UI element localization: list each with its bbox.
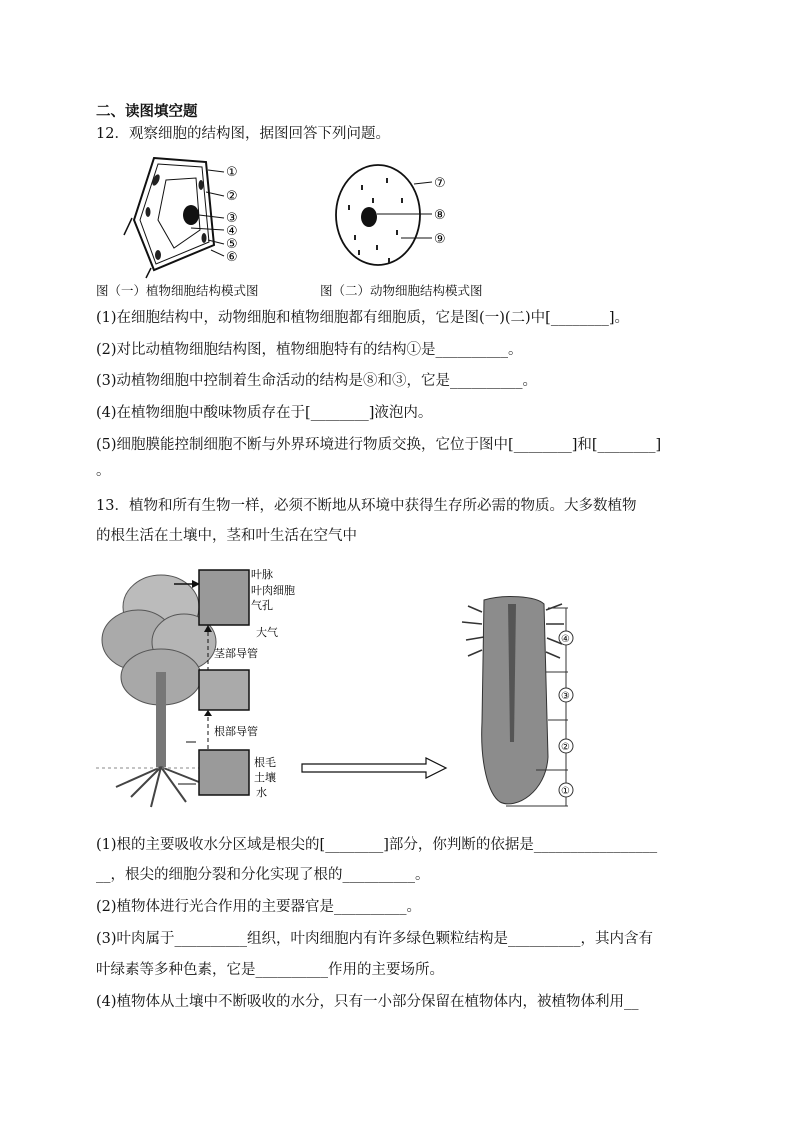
label-7: ⑦ xyxy=(434,176,446,191)
label-3: ③ xyxy=(226,211,238,226)
cell-structure-figure xyxy=(96,150,476,280)
label-root-vessel: 根部导管 xyxy=(214,725,258,738)
label-atmosphere: 大气 xyxy=(256,626,278,639)
plant-water-figure xyxy=(96,552,616,822)
label-leaf-vein: 叶脉 xyxy=(251,568,273,581)
stem-vessel-box xyxy=(199,670,249,710)
caption-plant-cell: 图（一）植物细胞结构模式图 xyxy=(96,283,259,298)
label-stomata: 气孔 xyxy=(251,599,273,612)
label-root-zone-1: ① xyxy=(561,786,570,797)
label-2: ② xyxy=(226,189,238,204)
q13-item-3-cont: 叶绿素等多种色素，它是__________作用的主要场所。 xyxy=(96,962,444,978)
q12-item-1: (1)在细胞结构中，动物细胞和植物细胞都有细胞质，它是图(一)(二)中[________]。 xyxy=(96,310,629,326)
q12-item-4: (4)在植物细胞中酸味物质存在于[________]液泡内。 xyxy=(96,405,433,421)
q12-stem: 12．观察细胞的结构图，据图回答下列问题。 xyxy=(96,126,390,142)
label-stem-vessel: 茎部导管 xyxy=(214,647,258,660)
q12-item-5: (5)细胞膜能控制细胞不断与外界环境进行物质交换，它位于图中[________]和[________] xyxy=(96,437,662,453)
q13-item-1: (1)根的主要吸收水分区域是根尖的[________]部分，你判断的依据是_________________ xyxy=(96,837,658,853)
label-6: ⑥ xyxy=(226,250,238,265)
plant-cell-diagram xyxy=(124,158,238,278)
label-soil: 土壤 xyxy=(254,771,276,784)
label-8: ⑧ xyxy=(434,208,446,223)
label-root-zone-4: ④ xyxy=(561,634,570,645)
q12-item-2: (2)对比动植物细胞结构图，植物细胞特有的结构①是__________。 xyxy=(96,342,523,358)
q13-stem-1: 13．植物和所有生物一样，必须不断地从环境中获得生存所必需的物质。大多数植物 xyxy=(96,498,637,514)
label-root-zone-2: ② xyxy=(561,742,570,753)
root-tip-illustration xyxy=(462,597,573,806)
animal-cell-diagram xyxy=(336,165,446,265)
label-9: ⑨ xyxy=(434,232,446,247)
q13-item-2: (2)植物体进行光合作用的主要器官是__________。 xyxy=(96,899,422,915)
label-mesophyll: 叶肉细胞 xyxy=(251,584,295,597)
root-hair-box xyxy=(199,750,249,795)
section-title: 二、读图填空题 xyxy=(96,104,198,120)
label-water: 水 xyxy=(256,786,267,799)
arrow-to-root-tip xyxy=(302,758,446,778)
label-4: ④ xyxy=(226,224,238,239)
label-root-hair: 根毛 xyxy=(254,756,276,769)
q12-item-3: (3)动植物细胞中控制着生命活动的结构是⑧和③，它是__________。 xyxy=(96,373,538,389)
q12-item-5-end: 。 xyxy=(96,463,111,479)
q13-item-3: (3)叶肉属于__________组织，叶肉细胞内有许多绿色颗粒结构是__________，其内含有 xyxy=(96,931,654,947)
label-1: ① xyxy=(226,165,238,180)
label-5: ⑤ xyxy=(226,237,238,252)
q13-item-1-cont: __，根尖的细胞分裂和分化实现了根的__________。 xyxy=(96,867,430,883)
caption-animal-cell: 图（二）动物细胞结构模式图 xyxy=(320,283,483,298)
leaf-tissue-box xyxy=(199,570,249,625)
q13-stem-2: 的根生活在土壤中，茎和叶生活在空气中 xyxy=(96,528,357,544)
label-root-zone-3: ③ xyxy=(561,691,570,702)
q13-item-4: (4)植物体从土壤中不断吸收的水分，只有一小部分保留在植物体内，被植物体利用__ xyxy=(96,994,639,1010)
